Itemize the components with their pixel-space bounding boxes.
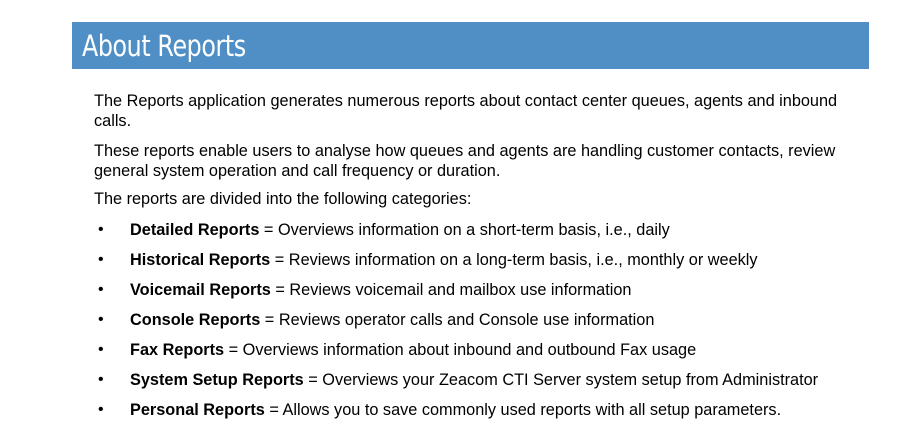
- bullet-icon: •: [98, 281, 104, 298]
- category-description: = Overviews your Zeacom CTI Server system setup from Administrator: [303, 371, 819, 389]
- category-description: = Reviews operator calls and Console use information: [260, 311, 655, 329]
- category-description: = Overviews information about inbound and outbound Fax usage: [224, 341, 697, 359]
- bullet-icon: •: [98, 311, 104, 328]
- category-name: Personal Reports: [130, 401, 265, 419]
- list-item: [94, 220, 874, 250]
- bullet-icon: •: [98, 401, 104, 418]
- intro-paragraph: The Reports application generates numerous reports about contact center queues, agents and inbound calls.: [94, 92, 838, 130]
- categories-lead-paragraph: The reports are divided into the following categories:: [94, 190, 472, 208]
- bullet-icon: •: [98, 371, 104, 388]
- category-description: = Allows you to save commonly used reports with all setup parameters.: [264, 401, 782, 419]
- category-description: = Overviews information on a short-term basis, i.e., daily: [259, 221, 670, 239]
- list-item: [94, 340, 874, 370]
- section-title: About Reports: [82, 28, 246, 63]
- category-name: Voicemail Reports: [130, 281, 271, 299]
- category-name: Historical Reports: [130, 251, 271, 269]
- category-name: System Setup Reports: [130, 371, 304, 389]
- bullet-icon: •: [98, 251, 104, 268]
- section-header-bar: [72, 22, 869, 69]
- bullet-icon: •: [98, 341, 104, 358]
- category-description: = Reviews voicemail and mailbox use information: [270, 281, 632, 299]
- report-categories-list: [94, 220, 874, 430]
- list-item: [94, 400, 874, 430]
- bullet-icon: •: [98, 221, 104, 238]
- list-item: [94, 310, 874, 340]
- list-item: [94, 280, 874, 310]
- list-item: [94, 370, 874, 400]
- list-item: [94, 250, 874, 280]
- category-name: Fax Reports: [130, 341, 225, 359]
- category-name: Console Reports: [130, 311, 261, 329]
- purpose-paragraph: These reports enable users to analyse how queues and agents are handling customer contacts, review general system operation and call frequency or duration.: [94, 142, 836, 180]
- document-body: [94, 91, 874, 430]
- category-description: = Reviews information on a long-term basis, i.e., monthly or weekly: [270, 251, 758, 269]
- category-name: Detailed Reports: [130, 221, 260, 239]
